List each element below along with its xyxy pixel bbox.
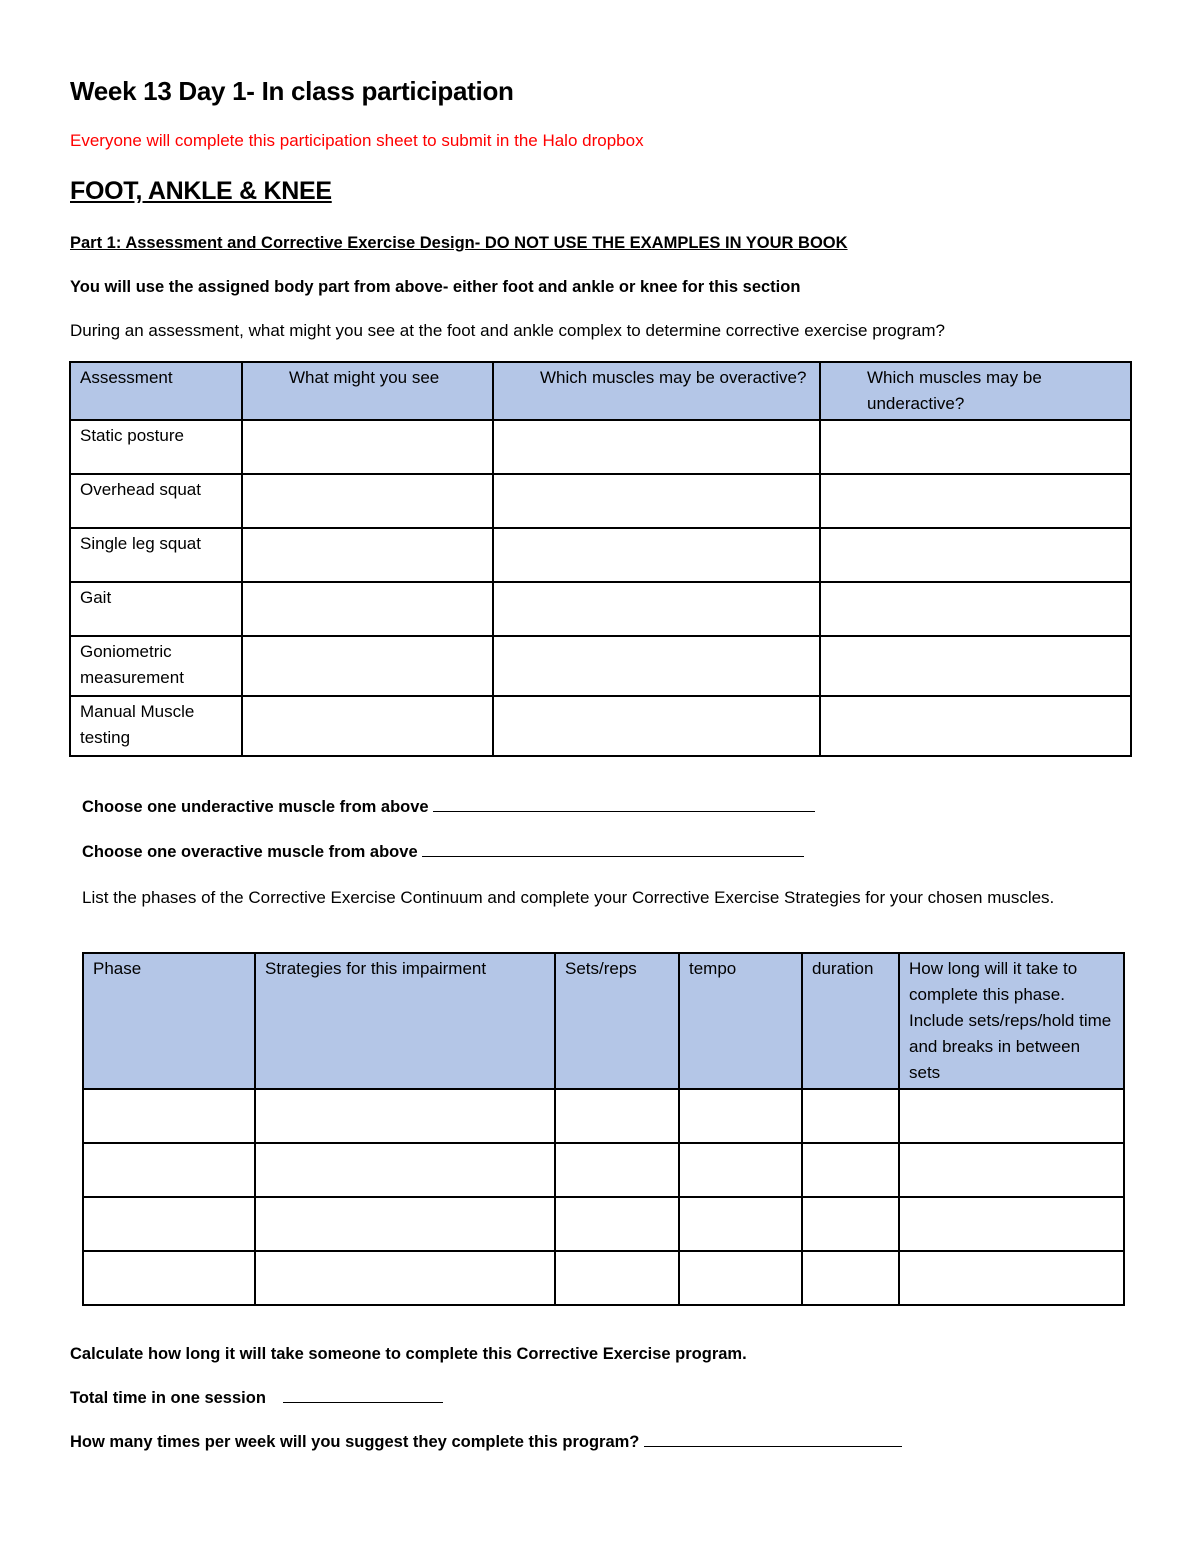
answer-cell[interactable] (493, 474, 820, 528)
answer-cell[interactable] (679, 1197, 802, 1251)
overactive-answer-blank[interactable] (422, 842, 804, 857)
table-row (70, 420, 1131, 474)
times-per-week-label: How many times per week will you suggest they complete this program? (70, 1433, 640, 1451)
table-row (70, 528, 1131, 582)
answer-cell[interactable] (255, 1089, 555, 1143)
answer-cell[interactable] (493, 636, 820, 696)
column-header: Which muscles may be underactive? (820, 362, 1131, 420)
phase-table (82, 952, 1125, 1306)
table-row (70, 582, 1131, 636)
times-per-week-question (70, 1432, 902, 1452)
underactive-label: Choose one underactive muscle from above (82, 798, 429, 816)
column-header: What might you see (242, 362, 493, 420)
answer-cell[interactable] (899, 1251, 1124, 1305)
answer-cell[interactable] (679, 1089, 802, 1143)
overactive-question (82, 842, 804, 862)
column-header: tempo (679, 953, 802, 1089)
table-row (83, 1197, 1124, 1251)
answer-cell[interactable] (802, 1251, 899, 1305)
underactive-answer-blank[interactable] (433, 797, 815, 812)
answer-cell[interactable] (820, 420, 1131, 474)
answer-cell[interactable] (820, 474, 1131, 528)
answer-cell[interactable] (555, 1143, 679, 1197)
table-row (70, 636, 1131, 696)
answer-cell[interactable] (242, 696, 493, 756)
answer-cell[interactable] (820, 696, 1131, 756)
answer-cell[interactable] (493, 528, 820, 582)
phase-header-row (83, 953, 1124, 1089)
answer-cell[interactable] (242, 474, 493, 528)
answer-cell[interactable] (802, 1089, 899, 1143)
submission-note: Everyone will complete this participation sheet to submit in the Halo dropbox (70, 131, 644, 150)
table-row (83, 1251, 1124, 1305)
page-title: Week 13 Day 1- In class participation (70, 76, 514, 106)
answer-cell[interactable] (83, 1089, 255, 1143)
table-row (70, 474, 1131, 528)
table-row (83, 1143, 1124, 1197)
assessment-header-row (70, 362, 1131, 420)
times-per-week-answer-blank[interactable] (644, 1432, 902, 1447)
answer-cell[interactable] (802, 1143, 899, 1197)
overactive-label: Choose one overactive muscle from above (82, 843, 418, 861)
answer-cell[interactable] (555, 1197, 679, 1251)
column-header: Phase (83, 953, 255, 1089)
assessment-label: Overhead squat (70, 474, 242, 528)
column-header: Assessment (70, 362, 242, 420)
answer-cell[interactable] (242, 636, 493, 696)
answer-cell[interactable] (493, 696, 820, 756)
answer-cell[interactable] (899, 1089, 1124, 1143)
assessment-label: Gait (70, 582, 242, 636)
answer-cell[interactable] (679, 1251, 802, 1305)
answer-cell[interactable] (83, 1197, 255, 1251)
answer-cell[interactable] (493, 582, 820, 636)
answer-cell[interactable] (255, 1143, 555, 1197)
column-header: How long will it take to complete this phase. Include sets/reps/hold time and breaks in between sets (899, 953, 1124, 1089)
answer-cell[interactable] (820, 636, 1131, 696)
underactive-question (82, 797, 815, 817)
total-time-label: Total time in one session (70, 1389, 266, 1407)
answer-cell[interactable] (83, 1143, 255, 1197)
section-heading: FOOT, ANKLE & KNEE (70, 177, 332, 205)
assessment-label: Manual Muscle testing (70, 696, 242, 756)
assessment-question: During an assessment, what might you see at the foot and ankle complex to determine corrective exercise program? (70, 321, 945, 340)
assessment-label: Single leg squat (70, 528, 242, 582)
answer-cell[interactable] (242, 528, 493, 582)
assessment-label: Goniometric measurement (70, 636, 242, 696)
answer-cell[interactable] (242, 582, 493, 636)
answer-cell[interactable] (820, 528, 1131, 582)
part-heading: Part 1: Assessment and Corrective Exercise Design- DO NOT USE THE EXAMPLES IN YOUR BOOK (70, 234, 848, 252)
table-row (70, 696, 1131, 756)
answer-cell[interactable] (820, 582, 1131, 636)
total-time-answer-blank[interactable] (283, 1388, 443, 1403)
continuum-instruction: List the phases of the Corrective Exercise Continuum and complete your Corrective Exercise Strategies for your chosen muscles. (82, 888, 1055, 907)
answer-cell[interactable] (899, 1143, 1124, 1197)
column-header: Sets/reps (555, 953, 679, 1089)
table-row (83, 1089, 1124, 1143)
answer-cell[interactable] (555, 1251, 679, 1305)
assessment-label: Static posture (70, 420, 242, 474)
answer-cell[interactable] (802, 1197, 899, 1251)
answer-cell[interactable] (493, 420, 820, 474)
calculation-prompt: Calculate how long it will take someone to complete this Corrective Exercise program. (70, 1345, 747, 1363)
total-time-question (70, 1388, 443, 1408)
column-header: duration (802, 953, 899, 1089)
instruction-text: You will use the assigned body part from above- either foot and ankle or knee for this section (70, 278, 801, 296)
answer-cell[interactable] (255, 1197, 555, 1251)
answer-cell[interactable] (242, 420, 493, 474)
answer-cell[interactable] (255, 1251, 555, 1305)
answer-cell[interactable] (899, 1197, 1124, 1251)
column-header: Strategies for this impairment (255, 953, 555, 1089)
answer-cell[interactable] (555, 1089, 679, 1143)
answer-cell[interactable] (83, 1251, 255, 1305)
assessment-table (69, 361, 1132, 757)
answer-cell[interactable] (679, 1143, 802, 1197)
column-header: Which muscles may be overactive? (493, 362, 820, 420)
